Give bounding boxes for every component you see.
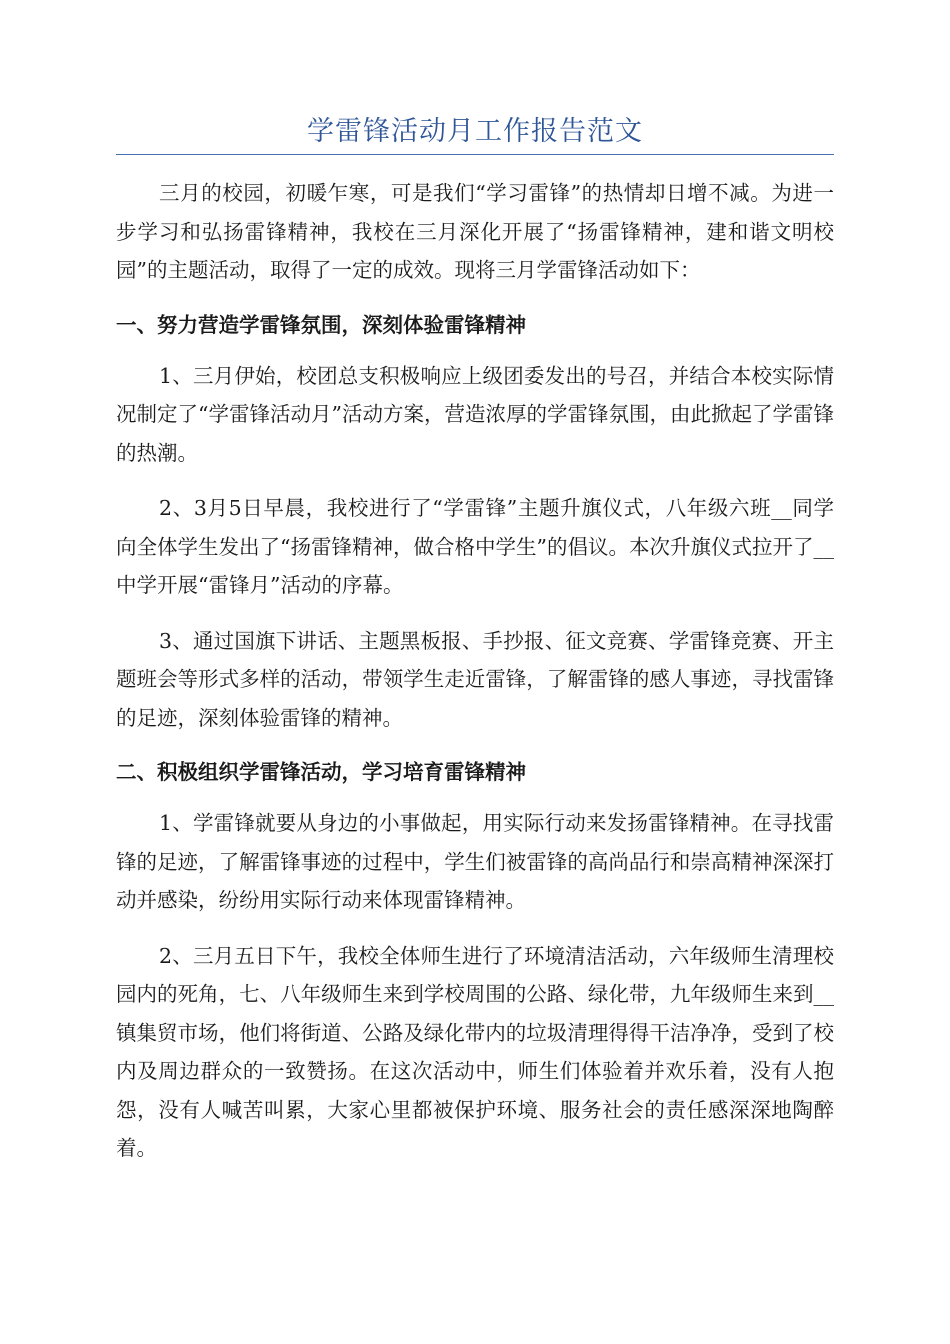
section1-paragraph-1: 1、三月伊始，校团总支积极响应上级团委发出的号召，并结合本校实际情况制定了“学雷锋活动月”活动方案，营造浓厚的学雷锋氛围，由此掀起了学雷锋的热潮。 (116, 363, 834, 465)
title-underline (116, 154, 834, 155)
section2-paragraph-1: 1、学雷锋就要从身边的小事做起，用实际行动来发扬雷锋精神。在寻找雷锋的足迹，了解雷锋事迹的过程中，学生们被雷锋的高尚品行和崇高精神深深打动并感染，纷纷用实际行动来体现雷锋精神。 (116, 811, 834, 912)
intro-paragraph: 三月的校园，初暖乍寒，可是我们“学习雷锋”的热情却日增不减。为进一步学习和弘扬雷锋精神，我校在三月深化开展了“扬雷锋精神，建和谐文明校园”的主题活动，取得了一定的成效。现将三月学雷锋活动如下： (116, 181, 834, 282)
document-body (116, 174, 834, 1185)
section-heading-1: 一、努力营造学雷锋氛围，深刻体验雷锋精神 (116, 312, 526, 337)
section1-paragraph-2: 2、3月5日早晨，我校进行了“学雷锋”主题升旗仪式，八年级六班__同学向全体学生发出了“扬雷锋精神，做合格中学生”的倡议。本次升旗仪式拉开了__中学开展“雷锋月”活动的序幕。 (116, 496, 834, 597)
section-heading-2: 二、积极组织学雷锋活动，学习培育雷锋精神 (116, 760, 526, 784)
page-title: 学雷锋活动月工作报告范文 (307, 116, 643, 147)
section2-paragraph-2: 2、三月五日下午，我校全体师生进行了环境清洁活动，六年级师生清理校园内的死角，七、八年级师生来到学校周围的公路、绿化带，九年级师生来到__镇集贸市场，他们将街道、公路及绿化带内的垃圾清理得得干洁净净，受到了校内及周边群众的一致赞扬。在这次活动中，师生们体验着并欢乐着，没有人抱怨，没有人喊苦叫累，大家心里都被保护环境、服务社会的责任感深深地陶醉着。 (116, 943, 834, 1160)
section1-paragraph-3: 3、通过国旗下讲话、主题黑板报、手抄报、征文竞赛、学雷锋竞赛、开主题班会等形式多样的活动，带领学生走近雷锋，了解雷锋的感人事迹，寻找雷锋的足迹，深刻体验雷锋的精神。 (116, 628, 834, 730)
